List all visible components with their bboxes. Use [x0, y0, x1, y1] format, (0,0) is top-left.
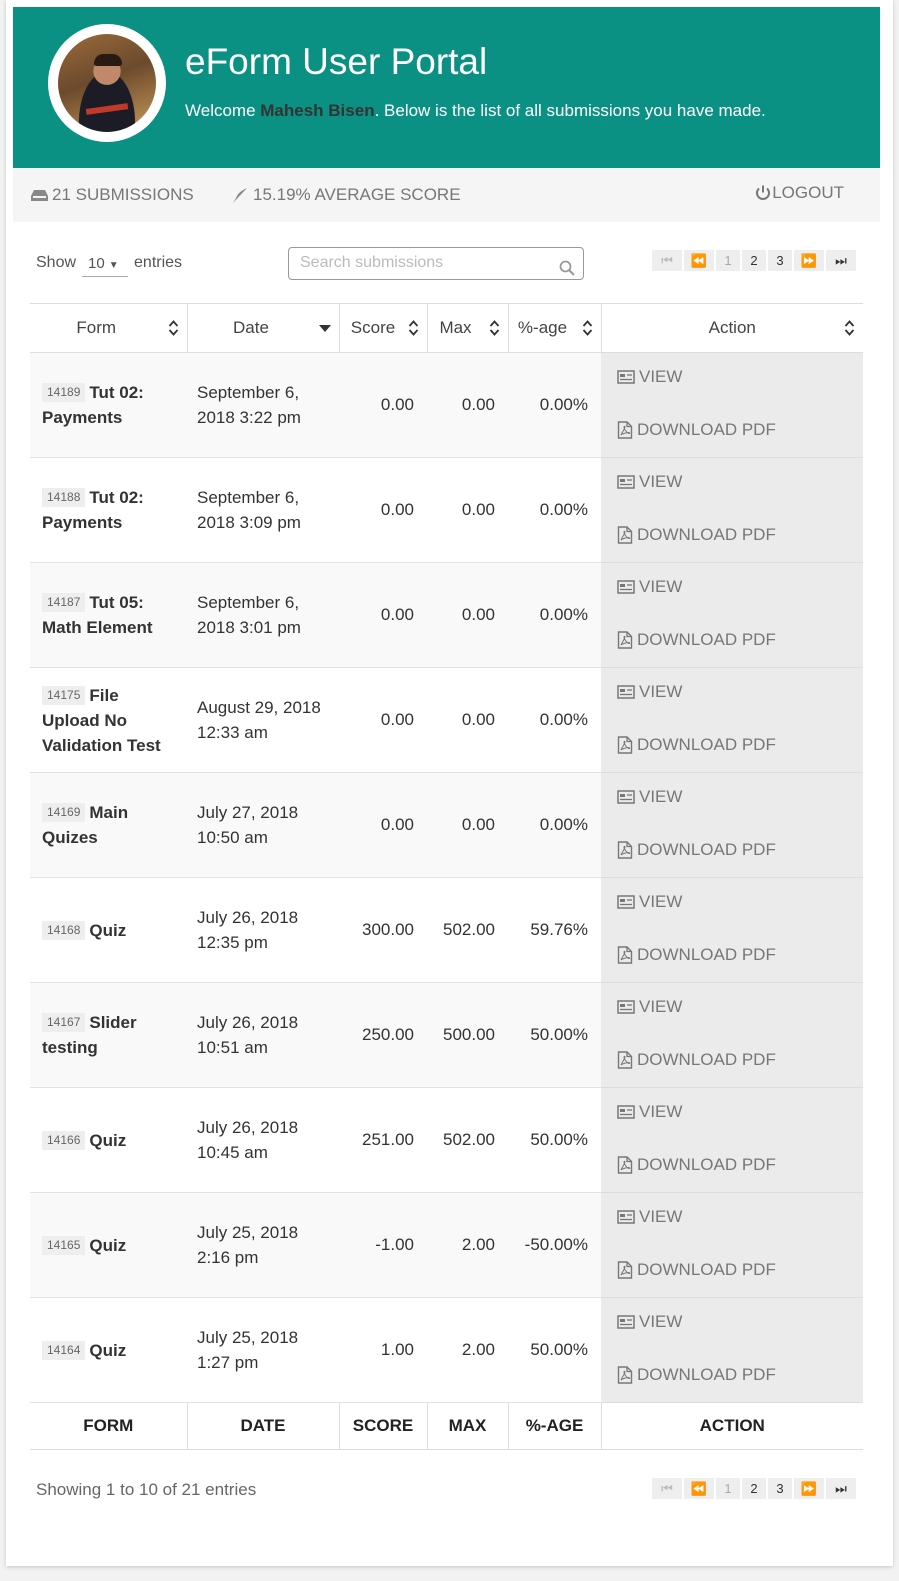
percentage-cell: 0.00% [508, 458, 601, 563]
max-cell: 0.00 [427, 773, 508, 878]
download-pdf-label: DOWNLOAD PDF [637, 1050, 776, 1069]
form-cell [30, 1298, 187, 1403]
view-icon [617, 685, 635, 699]
stats-bar [13, 168, 880, 222]
form-cell [30, 878, 187, 983]
download-pdf-link[interactable] [617, 420, 863, 440]
date-cell: September 6, 2018 3:09 pm [187, 458, 339, 563]
max-cell: 0.00 [427, 668, 508, 773]
percentage-cell: 59.76% [508, 878, 601, 983]
search-placeholder: Search submissions [300, 254, 444, 271]
score-cell: 0.00 [339, 563, 427, 668]
table-row [30, 1193, 863, 1298]
score-cell: 0.00 [339, 353, 427, 458]
date-cell: July 26, 2018 10:51 am [187, 983, 339, 1088]
next-page-button[interactable] [794, 250, 824, 271]
view-label: VIEW [639, 1312, 683, 1331]
date-cell: July 26, 2018 10:45 am [187, 1088, 339, 1193]
download-pdf-label: DOWNLOAD PDF [637, 945, 776, 964]
welcome-message [185, 101, 766, 121]
search-input[interactable] [288, 247, 584, 280]
view-label: VIEW [639, 892, 683, 911]
action-cell [601, 1298, 863, 1403]
percentage-cell: 0.00% [508, 563, 601, 668]
date-cell: July 27, 2018 10:50 am [187, 773, 339, 878]
pdf-icon [617, 1366, 633, 1384]
download-pdf-link[interactable] [617, 945, 863, 965]
last-page-button[interactable] [826, 250, 856, 271]
form-cell [30, 458, 187, 563]
submission-id-badge: 14169 [42, 803, 85, 822]
submission-id-badge: 14167 [42, 1013, 85, 1032]
average-stat [231, 185, 461, 205]
max-cell: 2.00 [427, 1193, 508, 1298]
column-header-action-label: Action [708, 318, 756, 337]
bottom-pagination [652, 1478, 856, 1499]
form-name: Quiz [89, 1340, 127, 1360]
view-link[interactable] [617, 472, 863, 492]
date-cell: July 25, 2018 2:16 pm [187, 1193, 339, 1298]
download-pdf-link[interactable] [617, 1260, 863, 1280]
score-cell: 0.00 [339, 668, 427, 773]
table-row [30, 563, 863, 668]
max-cell: 502.00 [427, 1088, 508, 1193]
action-cell [601, 878, 863, 983]
table-row [30, 1088, 863, 1193]
view-link[interactable] [617, 1207, 863, 1227]
page-title: eForm User Portal [185, 41, 488, 82]
view-link[interactable] [617, 997, 863, 1017]
percentage-cell: 0.00% [508, 353, 601, 458]
page-2-button[interactable]: 2 [742, 1478, 766, 1499]
form-name: Tut 05: Math Element [42, 593, 153, 637]
percentage-cell: 0.00% [508, 668, 601, 773]
view-icon [617, 580, 635, 594]
column-header-percentage-label: %-age [517, 318, 568, 337]
score-cell: 251.00 [339, 1088, 427, 1193]
table-row [30, 353, 863, 458]
download-pdf-link[interactable] [617, 1365, 863, 1385]
form-cell [30, 773, 187, 878]
submission-id-badge: 14165 [42, 1236, 85, 1255]
form-cell [30, 1088, 187, 1193]
view-icon [617, 1105, 635, 1119]
footer-max: MAX [427, 1403, 508, 1450]
percentage-cell: 50.00% [508, 1088, 601, 1193]
date-cell: July 26, 2018 12:35 pm [187, 878, 339, 983]
view-link[interactable] [617, 787, 863, 807]
pdf-icon [617, 841, 633, 859]
view-link[interactable] [617, 1312, 863, 1332]
download-pdf-link[interactable] [617, 840, 863, 860]
column-header-max[interactable] [427, 304, 508, 353]
submission-id-badge: 14188 [42, 488, 85, 507]
footer-date: DATE [187, 1403, 339, 1450]
feather-icon [231, 186, 249, 204]
download-pdf-label: DOWNLOAD PDF [637, 840, 776, 859]
view-icon [617, 790, 635, 804]
pdf-icon [617, 526, 633, 544]
view-link[interactable] [617, 1102, 863, 1122]
user-photo [58, 34, 156, 132]
view-icon [617, 895, 635, 909]
percentage-cell: 50.00% [508, 983, 601, 1088]
footer-form: FORM [30, 1403, 187, 1450]
form-name: Main Quizes [42, 803, 129, 847]
view-icon [617, 475, 635, 489]
submissions-table [30, 303, 863, 1450]
previous-page-icon: ⏪ [690, 1481, 708, 1496]
average-score: 15.19% AVERAGE SCORE [253, 185, 461, 204]
previous-page-button[interactable] [684, 250, 714, 271]
page-2-button[interactable]: 2 [742, 250, 766, 271]
view-link[interactable] [617, 577, 863, 597]
pdf-icon [617, 1051, 633, 1069]
table-row [30, 983, 863, 1088]
percentage-cell: -50.00% [508, 1193, 601, 1298]
action-cell [601, 1193, 863, 1298]
submissions-stat [31, 185, 194, 205]
form-cell [30, 563, 187, 668]
max-cell: 0.00 [427, 458, 508, 563]
next-page-icon: ⏩ [800, 1481, 818, 1496]
action-cell [601, 353, 863, 458]
entries-label: entries [134, 254, 183, 271]
submission-id-badge: 14187 [42, 593, 85, 612]
score-cell: 250.00 [339, 983, 427, 1088]
max-cell: 0.00 [427, 353, 508, 458]
first-page-icon: ⏮ [661, 1481, 673, 1496]
date-cell: August 29, 2018 12:33 am [187, 668, 339, 773]
previous-page-button[interactable] [684, 1478, 714, 1499]
download-pdf-label: DOWNLOAD PDF [637, 420, 776, 439]
sort-desc-icon [319, 319, 331, 337]
submission-id-badge: 14175 [42, 686, 85, 705]
table-footer-row [30, 1403, 863, 1450]
max-cell: 502.00 [427, 878, 508, 983]
view-icon [617, 1000, 635, 1014]
column-header-score[interactable] [339, 304, 427, 353]
user-name: Mahesh Bisen [260, 101, 375, 120]
view-icon [617, 370, 635, 384]
download-pdf-label: DOWNLOAD PDF [637, 630, 776, 649]
footer-percentage: %-AGE [508, 1403, 601, 1450]
sort-icon [168, 319, 179, 337]
download-pdf-label: DOWNLOAD PDF [637, 735, 776, 754]
form-name: Quiz [89, 920, 127, 940]
percentage-cell: 0.00% [508, 773, 601, 878]
view-label: VIEW [639, 1102, 683, 1121]
last-page-icon: ⏭ [835, 1481, 847, 1496]
pdf-icon [617, 421, 633, 439]
action-cell [601, 458, 863, 563]
show-label: Show [36, 254, 77, 271]
portal-header [13, 7, 880, 168]
action-cell [601, 1088, 863, 1193]
action-cell [601, 773, 863, 878]
page-3-button[interactable]: 3 [768, 1478, 792, 1499]
form-cell [30, 668, 187, 773]
date-cell: September 6, 2018 3:22 pm [187, 353, 339, 458]
pdf-icon [617, 946, 633, 964]
score-cell: 0.00 [339, 458, 427, 563]
form-cell [30, 1193, 187, 1298]
first-page-button[interactable] [652, 250, 682, 271]
sort-icon [844, 319, 855, 337]
view-icon [617, 1315, 635, 1329]
date-cell: September 6, 2018 3:01 pm [187, 563, 339, 668]
view-link[interactable] [617, 682, 863, 702]
table-controls [30, 245, 863, 285]
form-cell [30, 983, 187, 1088]
action-cell [601, 668, 863, 773]
score-cell: -1.00 [339, 1193, 427, 1298]
power-icon [754, 184, 772, 202]
max-cell: 0.00 [427, 563, 508, 668]
logout-label: LOGOUT [772, 183, 844, 202]
page-3-button[interactable]: 3 [768, 250, 792, 271]
sort-icon [408, 319, 419, 337]
column-header-date[interactable] [187, 304, 339, 353]
last-page-icon: ⏭ [835, 253, 847, 268]
table-info: Showing 1 to 10 of 21 entries [36, 1480, 257, 1499]
view-label: VIEW [639, 682, 683, 701]
pdf-icon [617, 631, 633, 649]
footer-score: SCORE [339, 1403, 427, 1450]
form-name: Quiz [89, 1130, 127, 1150]
download-pdf-link[interactable] [617, 525, 863, 545]
page-1-button[interactable]: 1 [716, 250, 740, 271]
welcome-prefix: Welcome [185, 101, 261, 120]
pdf-icon [617, 1156, 633, 1174]
column-header-max-label: Max [439, 318, 472, 337]
submission-id-badge: 14168 [42, 921, 85, 940]
score-cell: 1.00 [339, 1298, 427, 1403]
first-page-icon: ⏮ [661, 253, 673, 268]
column-header-date-label: Date [233, 318, 269, 337]
column-header-score-label: Score [350, 318, 396, 337]
form-name: Slider testing [42, 1013, 137, 1057]
last-page-button[interactable] [826, 1478, 856, 1499]
form-name: Tut 02: Payments [42, 488, 144, 532]
form-name: File Upload No Validation Test [42, 685, 161, 755]
length-control [36, 252, 182, 274]
first-page-button[interactable] [652, 1478, 682, 1499]
date-cell: July 25, 2018 1:27 pm [187, 1298, 339, 1403]
action-cell [601, 563, 863, 668]
view-label: VIEW [639, 1207, 683, 1226]
form-name: Tut 02: Payments [42, 383, 144, 427]
table-row [30, 668, 863, 773]
top-pagination [652, 250, 856, 271]
view-label: VIEW [639, 472, 683, 491]
caret-down-icon: ▼ [108, 260, 119, 271]
pdf-icon [617, 1261, 633, 1279]
table-row [30, 773, 863, 878]
view-label: VIEW [639, 367, 683, 386]
sort-icon [489, 319, 500, 337]
sort-icon [582, 319, 593, 337]
pdf-icon [617, 736, 633, 754]
submission-id-badge: 14166 [42, 1131, 85, 1150]
previous-page-icon: ⏪ [690, 253, 708, 268]
column-header-form[interactable] [30, 304, 187, 353]
welcome-suffix: . Below is the list of all submissions you have made. [374, 101, 766, 120]
page-1-button[interactable]: 1 [716, 1478, 740, 1499]
view-link[interactable] [617, 367, 863, 387]
percentage-cell: 50.00% [508, 1298, 601, 1403]
table-row [30, 1298, 863, 1403]
form-cell [30, 353, 187, 458]
view-label: VIEW [639, 997, 683, 1016]
table-header-row [30, 304, 863, 353]
inbox-icon [31, 189, 48, 202]
download-pdf-link[interactable] [617, 735, 863, 755]
avatar [48, 24, 166, 142]
submission-id-badge: 14164 [42, 1341, 85, 1360]
max-cell: 500.00 [427, 983, 508, 1088]
download-pdf-label: DOWNLOAD PDF [637, 1365, 776, 1384]
view-link[interactable] [617, 892, 863, 912]
view-label: VIEW [639, 577, 683, 596]
table-row [30, 458, 863, 563]
view-icon [617, 1210, 635, 1224]
score-cell: 0.00 [339, 773, 427, 878]
entries-select-value: 10 [88, 255, 105, 272]
download-pdf-link[interactable] [617, 630, 863, 650]
next-page-icon: ⏩ [800, 253, 818, 268]
download-pdf-link[interactable] [617, 1155, 863, 1175]
search-icon [559, 260, 575, 276]
action-cell [601, 983, 863, 1088]
download-pdf-label: DOWNLOAD PDF [637, 525, 776, 544]
table-row [30, 878, 863, 983]
next-page-button[interactable] [794, 1478, 824, 1499]
submissions-count: 21 SUBMISSIONS [52, 185, 194, 204]
column-header-action[interactable] [601, 304, 863, 353]
score-cell: 300.00 [339, 878, 427, 983]
logout-button[interactable] [754, 183, 844, 203]
download-pdf-label: DOWNLOAD PDF [637, 1260, 776, 1279]
download-pdf-label: DOWNLOAD PDF [637, 1155, 776, 1174]
form-name: Quiz [89, 1235, 127, 1255]
download-pdf-link[interactable] [617, 1050, 863, 1070]
view-label: VIEW [639, 787, 683, 806]
max-cell: 2.00 [427, 1298, 508, 1403]
column-header-percentage[interactable] [508, 304, 601, 353]
footer-action: ACTION [601, 1403, 863, 1450]
entries-select[interactable] [82, 255, 128, 277]
column-header-form-label: Form [76, 318, 117, 337]
submission-id-badge: 14189 [42, 383, 85, 402]
